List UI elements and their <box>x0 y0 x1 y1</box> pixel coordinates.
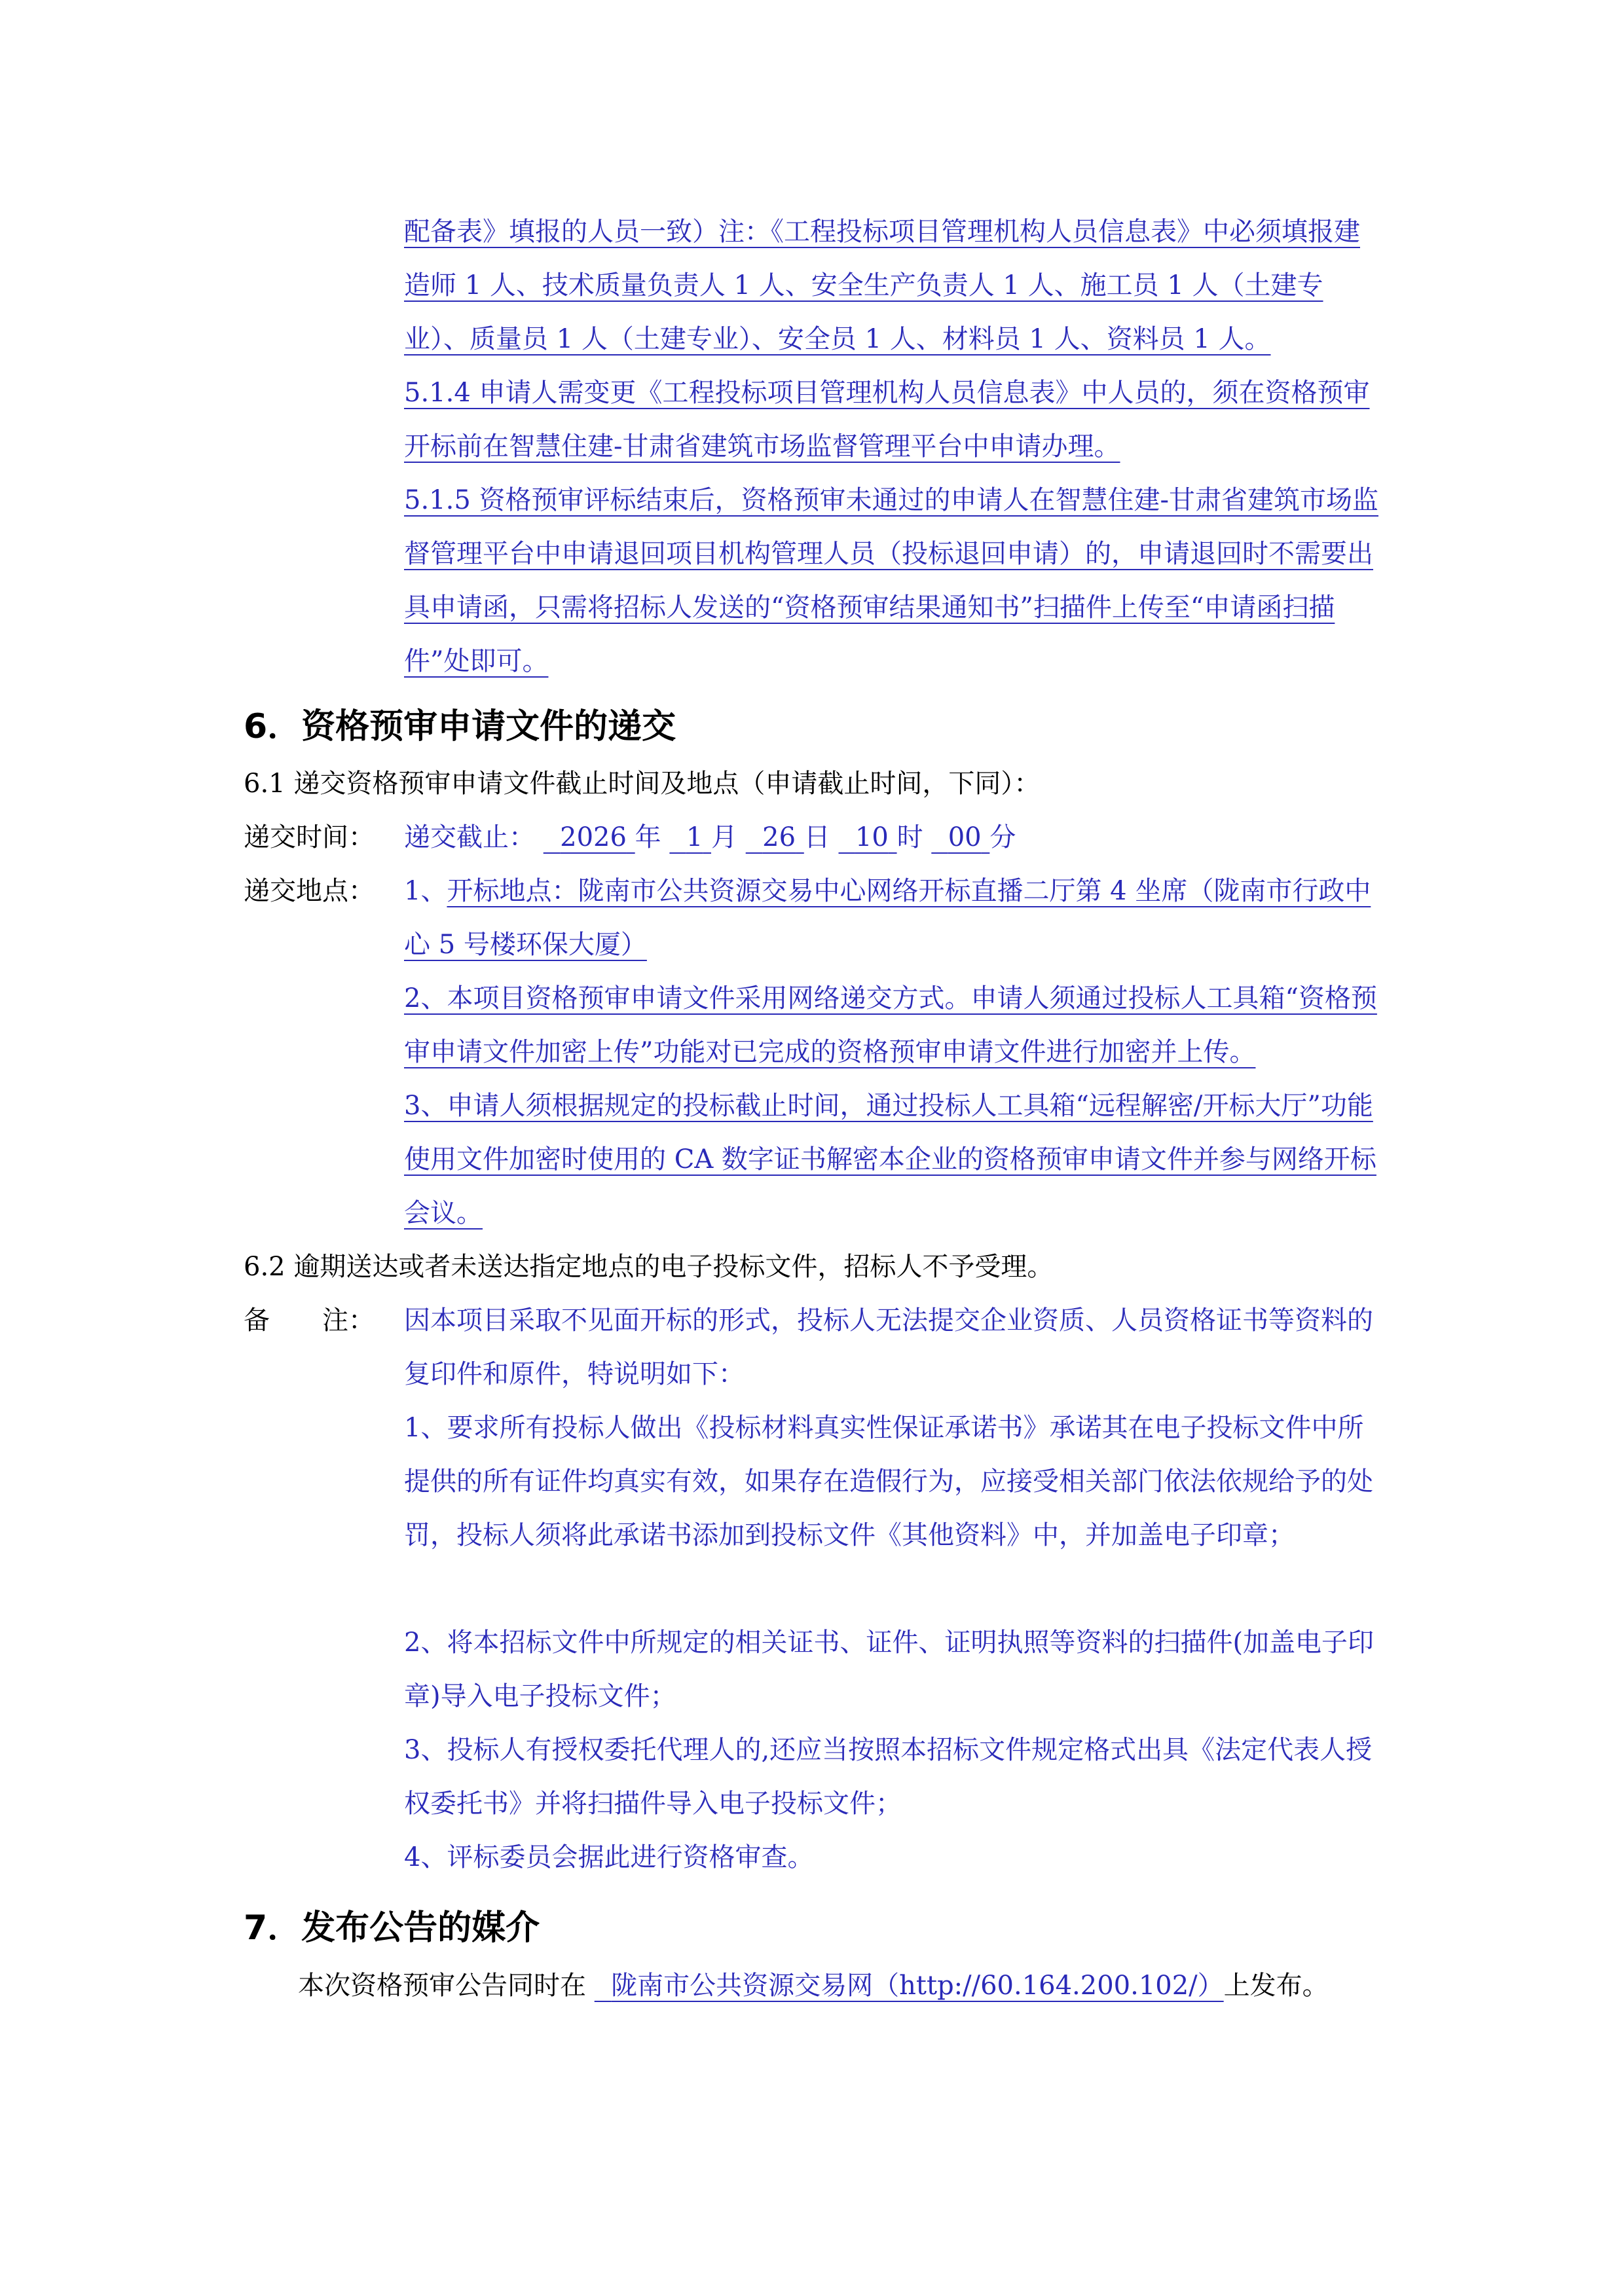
note-item-3: 3、投标人有授权委托代理人的,还应当按照本招标文件规定格式出具《法定代表人授权委托书》并将扫描件导入电子投标文件； <box>404 1735 1373 1819</box>
deadline-prefix: 递交截止： <box>404 822 535 852</box>
submit-place-label: 递交地点： <box>244 876 375 906</box>
deadline-month: 1 <box>686 822 703 852</box>
place-1-prefix: 1、 <box>404 876 447 906</box>
hour-unit: 时 <box>896 822 923 852</box>
section5-paragraph-top: 配备表》填报的人员一致）注：《工程投标项目管理机构人员信息表》中必须填报建造师 1 人、技术质量负责人 1 人、安全生产负责人 1 人、施工员 1 人（土建专业）、质量员 1 人（土建专业）、安全员 1 人、材料员 1 人、资料员 1 人。 <box>404 217 1360 354</box>
submit-time-value <box>404 811 1380 864</box>
day-unit: 日 <box>803 822 830 852</box>
deadline-year: 2026 <box>560 822 627 852</box>
note-item-1: 1、要求所有投标人做出《投标材料真实性保证承诺书》承诺其在电子投标文件中所提供的所有证件均真实有效，如果存在造假行为，应接受相关部门依法依规给予的处罚，投标人须将此承诺书添加到投标文件《其他资料》中，并加盖电子印章； <box>404 1413 1373 1550</box>
deadline-day: 26 <box>762 822 796 852</box>
submit-place-1 <box>404 864 1380 972</box>
note-intro: 因本项目采取不见面开标的形式，投标人无法提交企业资质、人员资格证书等资料的复印件和原件，特说明如下： <box>404 1305 1373 1389</box>
minute-unit: 分 <box>989 822 1016 852</box>
media-link[interactable]: 陇南市公共资源交易网（http://60.164.200.102/） <box>611 1971 1224 2001</box>
submit-place-2: 2、本项目资格预审申请文件采用网络递交方式。申请人须通过投标人工具箱“资格预审申请文件加密上传”功能对已完成的资格预审申请文件进行加密并上传。 <box>404 983 1377 1067</box>
deadline-hour: 10 <box>855 822 889 852</box>
item-6-2: 6.2 逾期送达或者未送达指定地点的电子投标文件，招标人不予受理。 <box>244 1252 1054 1282</box>
media-text-before: 本次资格预审公告同时在 <box>298 1971 586 2001</box>
item-6-1: 6.1 递交资格预审申请文件截止时间及地点（申请截止时间，下同）： <box>244 769 1041 799</box>
note-item-2: 2、将本招标文件中所规定的相关证书、证件、证明执照等资料的扫描件(加盖电子印章)导入电子投标文件； <box>404 1628 1375 1711</box>
note-label: 备 注： <box>244 1305 375 1336</box>
submit-place-3: 3、申请人须根据规定的投标截止时间，通过投标人工具箱“远程解密/开标大厅”功能使用文件加密时使用的 CA 数字证书解密本企业的资格预审申请文件并参与网络开标会议。 <box>404 1091 1376 1228</box>
section6-heading: 6．资格预审申请文件的递交 <box>244 707 676 746</box>
media-text-after: 上发布。 <box>1223 1971 1329 2001</box>
year-unit: 年 <box>635 822 661 852</box>
deadline-minute: 00 <box>948 822 982 852</box>
place-1-text: 开标地点：陇南市公共资源交易中心网络开标直播二厅第 4 坐席（陇南市行政中心 5 号楼环保大厦） <box>404 876 1371 960</box>
item-5-1-5: 5.1.5 资格预审评标结束后，资格预审未通过的申请人在智慧住建-甘肃省建筑市场监督管理平台中申请退回项目机构管理人员（投标退回申请）的，申请退回时不需要出具申请函，只需将招标人发送的“资格预审结果通知书”扫描件上传至“申请函扫描件”处即可。 <box>404 485 1379 676</box>
month-unit: 月 <box>711 822 737 852</box>
media-sentence <box>298 1959 1411 2013</box>
section7-heading: 7．发布公告的媒介 <box>244 1908 540 1948</box>
note-item-4: 4、评标委员会据此进行资格审查。 <box>404 1842 814 1872</box>
submit-time-label: 递交时间： <box>244 822 375 852</box>
item-5-1-4: 5.1.4 申请人需变更《工程投标项目管理机构人员信息表》中人员的，须在资格预审开标前在智慧住建-甘肃省建筑市场监督管理平台中申请办理。 <box>404 378 1370 462</box>
